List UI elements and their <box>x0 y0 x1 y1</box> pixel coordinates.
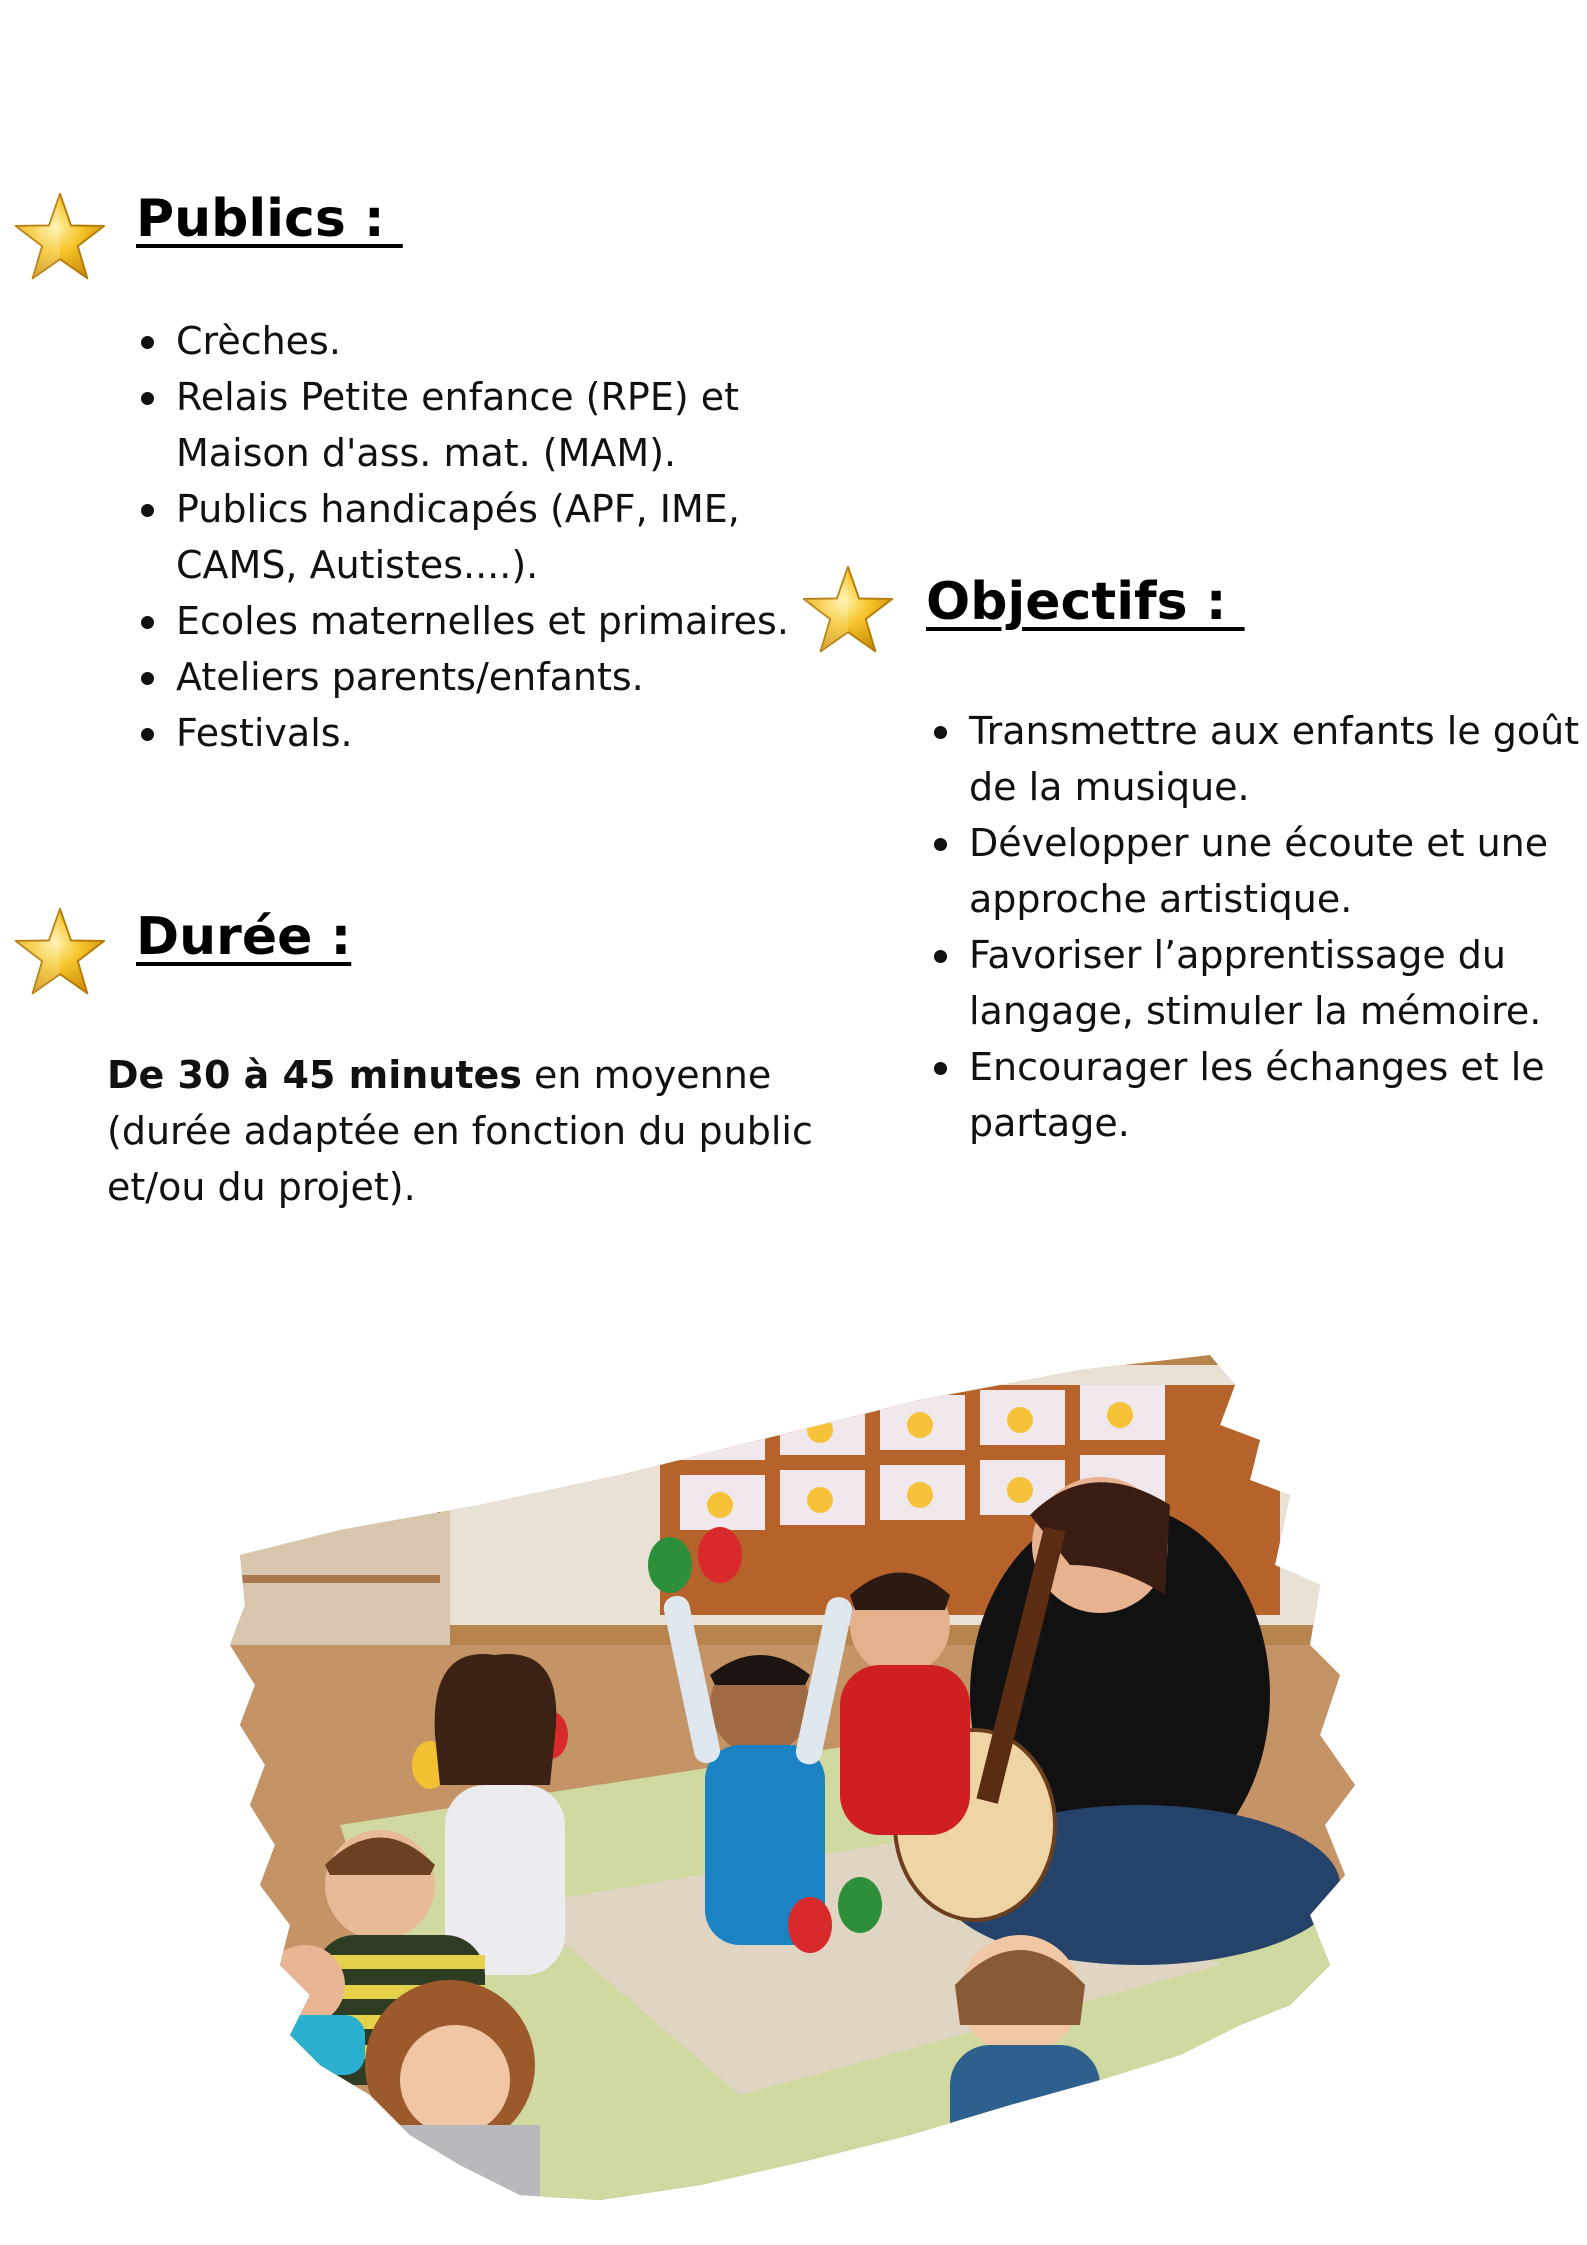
publics-heading: Publics : <box>136 189 403 249</box>
list-item: Développer une écoute et une approche artistique. <box>930 815 1580 927</box>
gold-star-icon <box>800 563 896 659</box>
list-item: Publics handicapés (APF, IME, CAMS, Autistes....). <box>137 481 807 593</box>
children-music-photo <box>220 1265 1360 2210</box>
list-item: Ateliers parents/enfants. <box>137 649 807 705</box>
list-item: Festivals. <box>137 705 807 761</box>
gold-star-icon <box>12 905 108 1001</box>
list-item: Favoriser l’apprentissage du langage, stimuler la mémoire. <box>930 927 1580 1039</box>
objectifs-heading: Objectifs : <box>926 572 1245 632</box>
duree-heading: Durée : <box>136 907 352 967</box>
duree-description <box>107 1047 837 1215</box>
list-item: Encourager les échanges et le partage. <box>930 1039 1580 1151</box>
list-item: Relais Petite enfance (RPE) et Maison d'ass. mat. (MAM). <box>137 369 807 481</box>
objectifs-list <box>930 703 1580 1151</box>
list-item: Transmettre aux enfants le goût de la musique. <box>930 703 1580 815</box>
publics-list <box>137 313 807 761</box>
list-item: Crèches. <box>137 313 807 369</box>
gold-star-icon <box>12 190 108 286</box>
list-item: Ecoles maternelles et primaires. <box>137 593 807 649</box>
duree-text: en moyenne (durée adaptée en fonction du public et/ou du projet). <box>107 1053 813 1209</box>
duree-bold-text: De 30 à 45 minutes <box>107 1053 522 1097</box>
